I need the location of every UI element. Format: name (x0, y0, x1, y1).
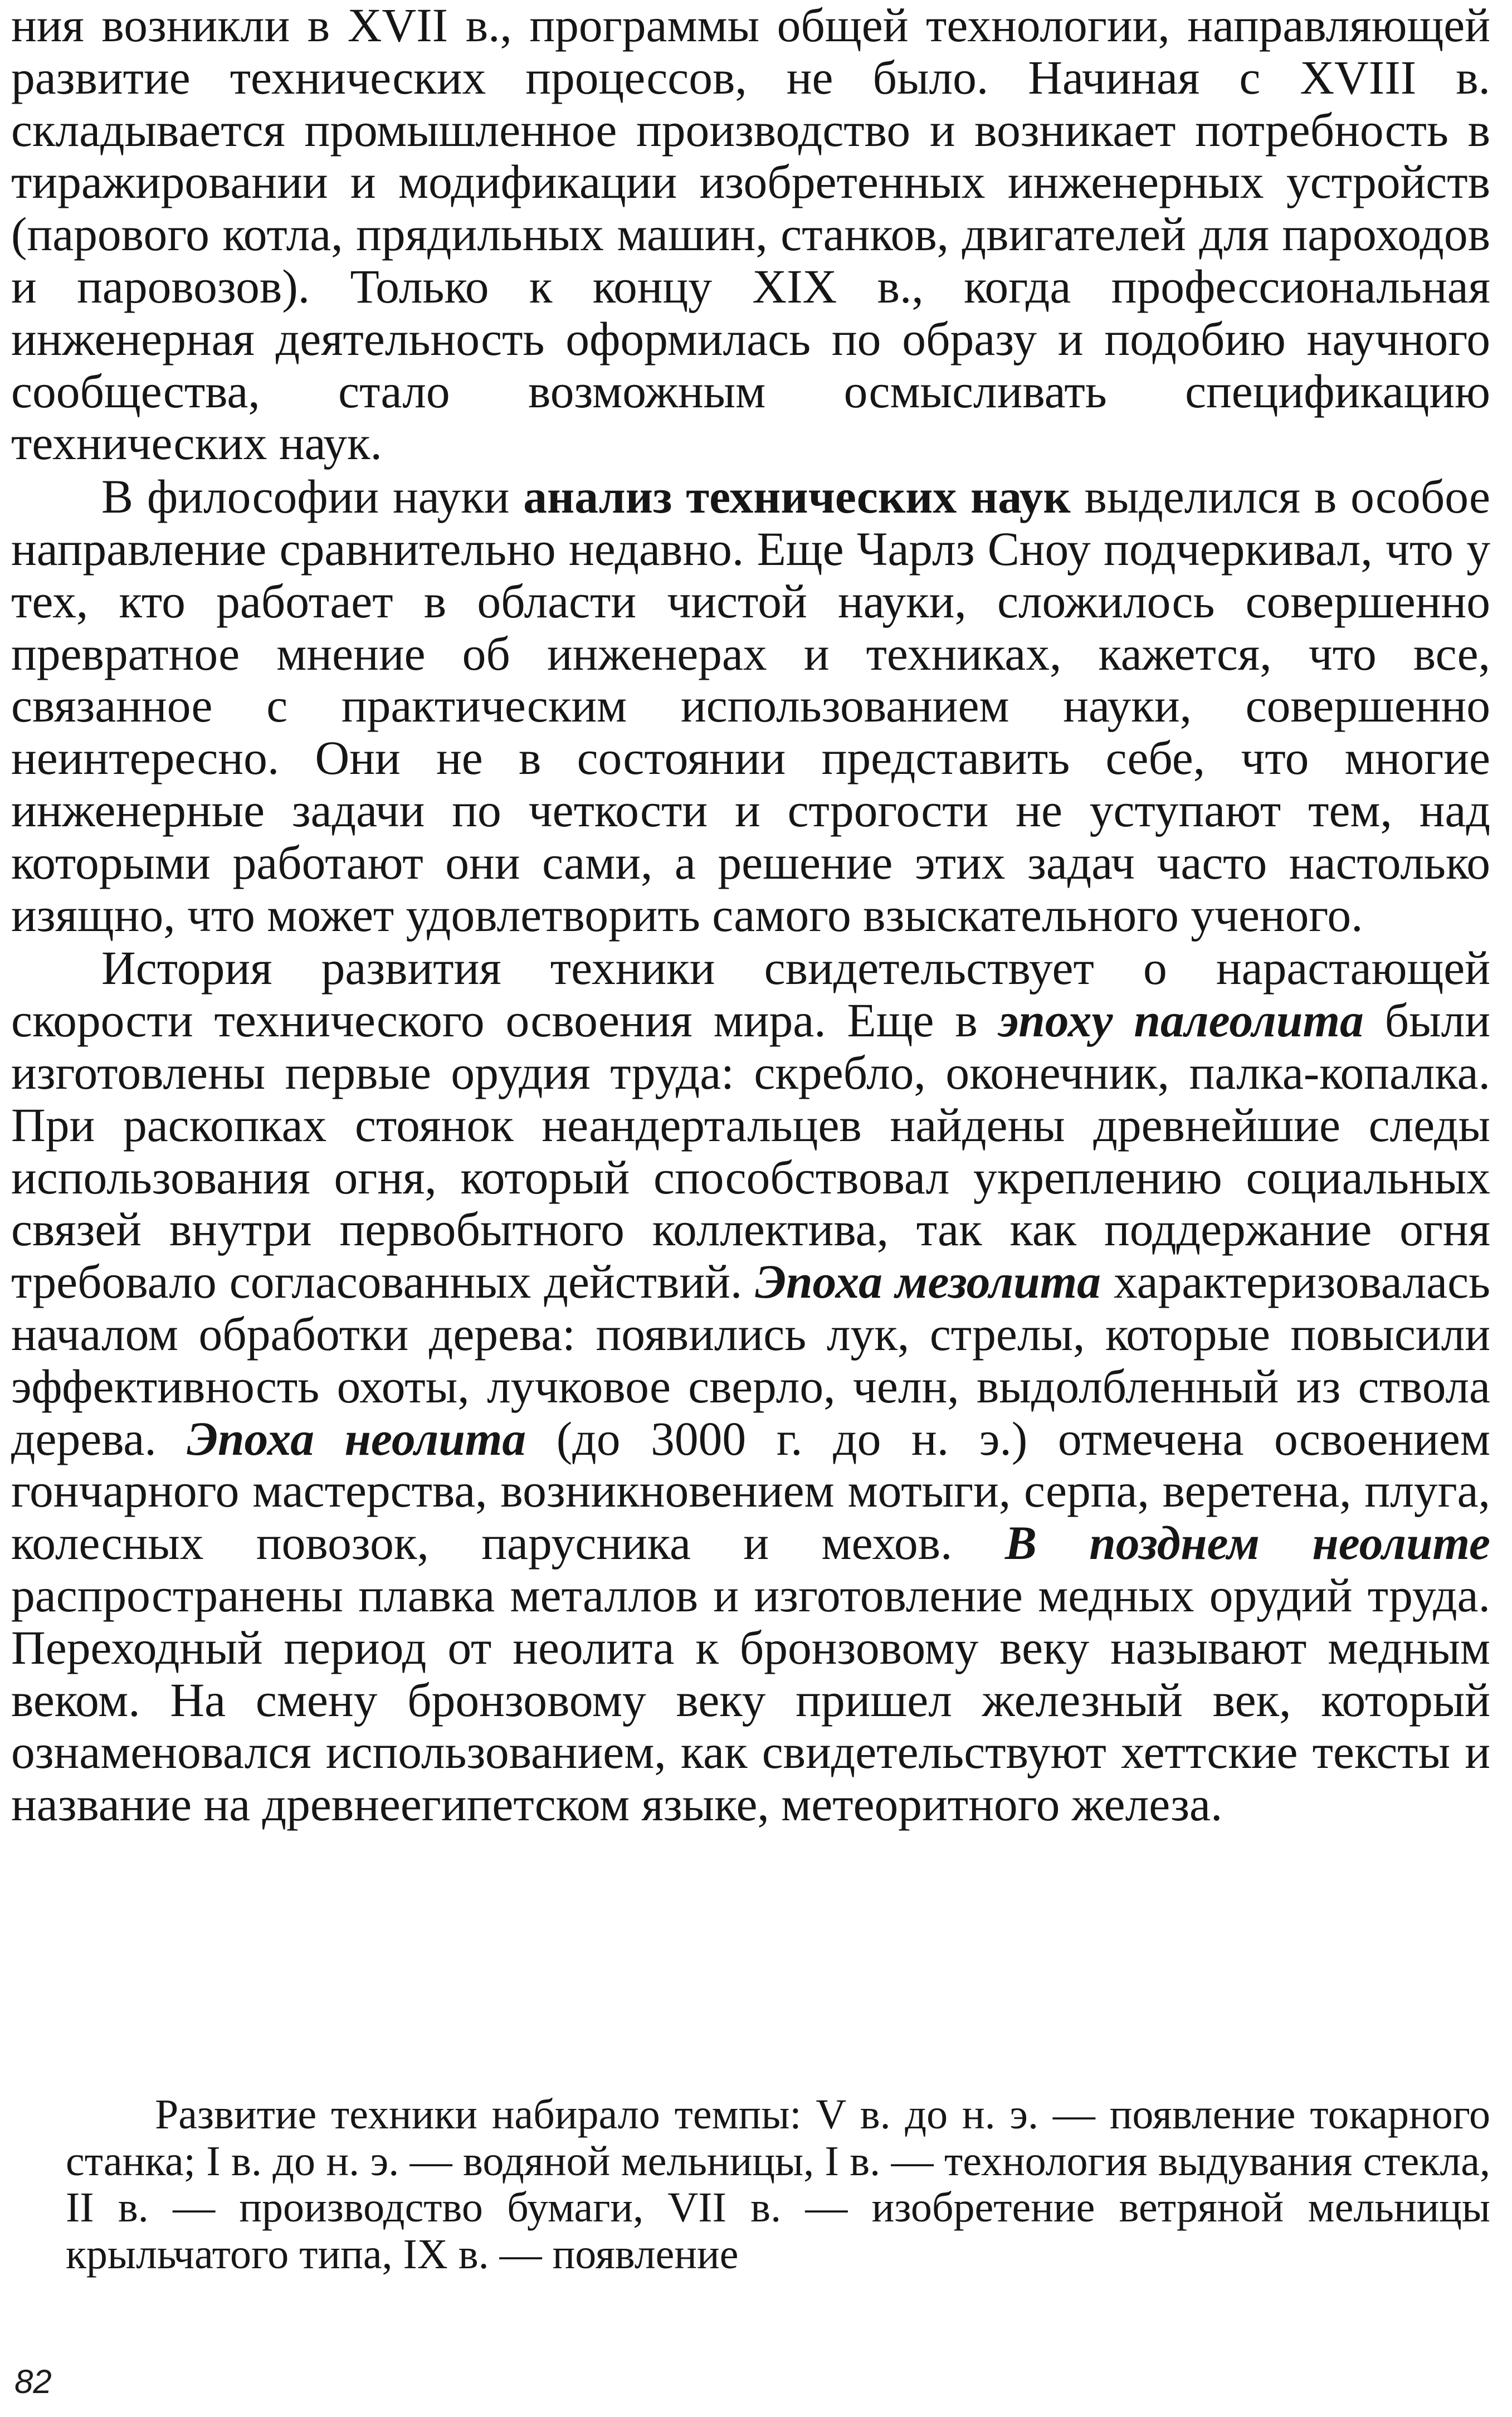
paragraph-3-text-3: характеризовалась началом обработки дерева: появились лук, стрелы, которые повысили эффективность охоты, лучковое сверло, челн, выдолбленный из ствола дерева. (11, 1256, 1491, 1465)
paragraph-2-text-end: выделился в особое направление сравнительно недавно. Еще Чарлз Сноу подчеркивал, что у тех, кто работает в области чистой науки, сложилось совершенно превратное мнение об инженерах и техниках, кажется, что все, связанное с практическим использованием науки, совершенно неинтересно. Они не в состоянии представить себе, что многие инженерные задачи по четкости и строгости не уступают тем, над которыми работают они сами, а решение этих задач часто настолько изящно, что может удовлетворить самого взыскательного ученого. (11, 471, 1490, 942)
small-print-note (66, 2092, 1490, 2278)
paragraph-2 (11, 471, 1490, 942)
paragraph-1 (11, 0, 1490, 470)
note-text: Развитие техники набирало темпы: V в. до н. э. — появление токарного станка; I в. до н. э. — водяной мельницы, I в. — технология выдувания стекла, II в. — производство бумаги, VII в. — изобретение ветряной мельницы крыльчатого типа, IX в. — появление (66, 2091, 1490, 2278)
paragraph-3 (11, 943, 1490, 1831)
paragraph-3-text-4: (до 3000 г. до н. э.) отмечена освоением гончарного мастерства, возникновением мотыги, серпа, веретена, плуга, колесных повозок, парусника и мехов. (11, 1412, 1490, 1570)
term-late-neolithic: В позднем неолите (1004, 1517, 1490, 1570)
paragraph-3-text-2: были изготовлены первые орудия труда: скребло, оконечник, палка-копалка. При раскопках стоянок неандертальцев найдены древнейшие следы использования огня, который способствовал укреплению социальных связей внутри первобытного коллектива, так как поддержание огня требовало согласованных действий. (11, 995, 1491, 1309)
paragraph-3-text-5: распространены плавка металлов и изготовление медных орудий труда. Переходный период от неолита к бронзовому веку называют медным веком. На смену бронзовому веку пришел железный век, который ознаменовался использованием, как свидетельствуют хеттские тексты и название на древнеегипетском языке, метеоритного железа. (11, 1569, 1490, 1831)
term-mesolithic: Эпоха мезолита (755, 1256, 1101, 1309)
paragraph-3-text-1: История развития техники свидетельствует о нарастающей скорости технического освоения мира. Еще в (11, 942, 1490, 1047)
paragraph-2-text-start: В философии науки (101, 471, 524, 524)
term-paleolithic: эпоху палеолита (998, 995, 1364, 1047)
term-technical-sciences-analysis: анализ технических наук (523, 471, 1071, 524)
page-number: 82 (14, 2363, 52, 2400)
paragraph-1-text: ния возникли в XVII в., программы общей технологии, направляющей развитие технических процессов, не было. Начиная с XVIII в. складывается промышленное производство и возникает потребность в тиражировании и модификации изобретенных инженерных устройств (парового котла, прядильных машин, станков, двигателей для пароходов и паровозов). Только к концу XIX в., когда профессиональная инженерная деятельность оформилась по образу и подобию научного сообщества, стало возможным осмысливать спецификацию технических наук. (11, 0, 1490, 470)
term-neolithic: Эпоха неолита (187, 1412, 526, 1465)
main-text (11, 0, 1490, 1831)
